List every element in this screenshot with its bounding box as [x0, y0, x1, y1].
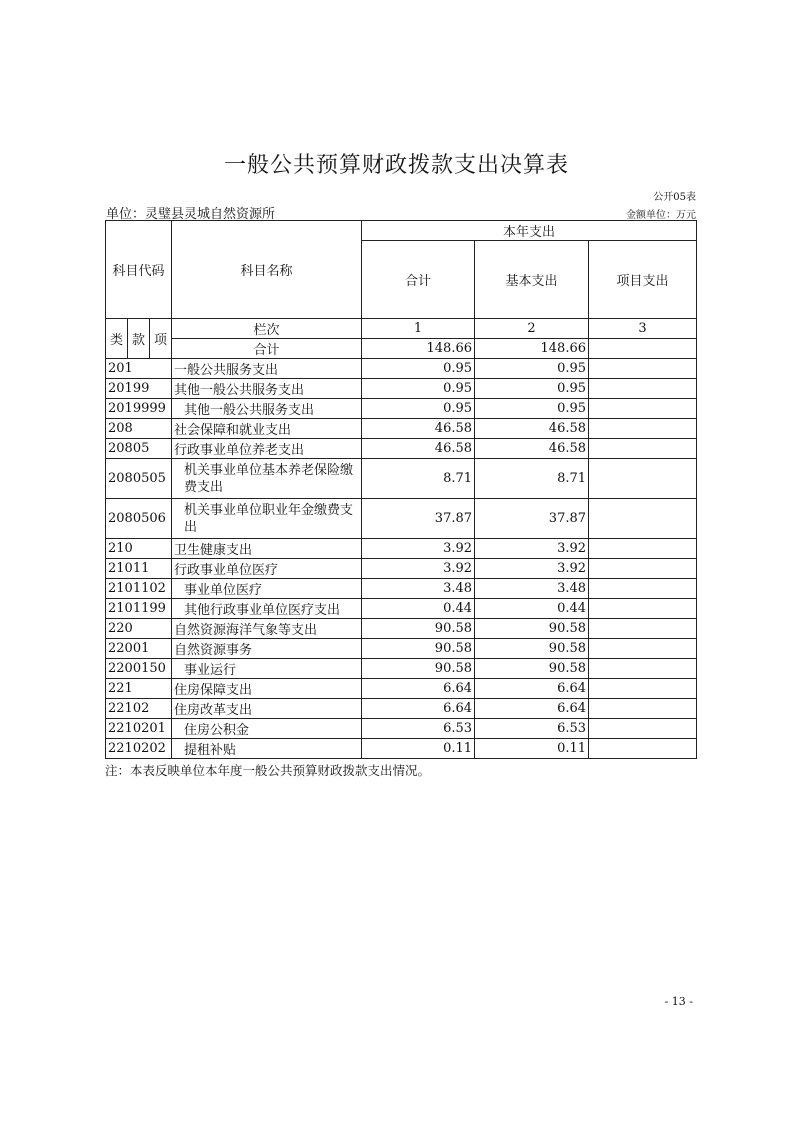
- col1-number: 1: [362, 319, 475, 339]
- row-project: [589, 679, 697, 699]
- table-row: [106, 419, 697, 439]
- row-code: 22102: [106, 699, 172, 719]
- row-basic: 3.92: [475, 559, 589, 579]
- row-name: 社会保障和就业支出: [172, 419, 362, 439]
- row-basic: 3.92: [475, 539, 589, 559]
- summary-row: [106, 339, 697, 359]
- project-header: 项目支出: [589, 241, 697, 319]
- column-order-label: 栏次: [172, 319, 362, 339]
- row-name: 住房保障支出: [172, 679, 362, 699]
- row-total: 37.87: [362, 499, 475, 539]
- row-code: 221: [106, 679, 172, 699]
- basic-header: 基本支出: [475, 241, 589, 319]
- row-code: 210: [106, 539, 172, 559]
- table-row: [106, 639, 697, 659]
- table-row: [106, 659, 697, 679]
- row-name: 事业单位医疗: [172, 579, 362, 599]
- row-name: 事业运行: [172, 659, 362, 679]
- row-basic: 0.44: [475, 599, 589, 619]
- row-name: 卫生健康支出: [172, 539, 362, 559]
- row-project: [589, 579, 697, 599]
- row-total: 0.44: [362, 599, 475, 619]
- row-basic: 0.95: [475, 399, 589, 419]
- row-total: 46.58: [362, 419, 475, 439]
- current-year-header: 本年支出: [362, 221, 697, 241]
- row-project: [589, 619, 697, 639]
- row-total: 6.53: [362, 719, 475, 739]
- table-code: 公开05表: [653, 192, 696, 203]
- row-total: 90.58: [362, 659, 475, 679]
- row-code: 2080506: [106, 499, 172, 539]
- row-project: [589, 459, 697, 499]
- row-code: 220: [106, 619, 172, 639]
- row-name: 机关事业单位基本养老保险缴费支出: [172, 459, 362, 499]
- summary-basic: 148.66: [475, 339, 589, 359]
- row-project: [589, 359, 697, 379]
- row-total: 0.95: [362, 399, 475, 419]
- row-code: 2019999: [106, 399, 172, 419]
- row-basic: 90.58: [475, 619, 589, 639]
- row-code: 201: [106, 359, 172, 379]
- row-basic: 46.58: [475, 439, 589, 459]
- table-row: [106, 359, 697, 379]
- row-name: 机关事业单位职业年金缴费支出: [172, 499, 362, 539]
- row-basic: 0.11: [475, 739, 589, 759]
- amount-unit: 金额单位：万元: [626, 210, 696, 221]
- table-row: [106, 499, 697, 539]
- row-project: [589, 499, 697, 539]
- row-code: 22001: [106, 639, 172, 659]
- subject-name-header: 科目名称: [172, 221, 362, 319]
- row-code: 20805: [106, 439, 172, 459]
- unit-label: 单位：灵璧县灵城自然资源所: [106, 207, 276, 222]
- table-row: [106, 599, 697, 619]
- summary-project: [589, 339, 697, 359]
- row-total: 0.95: [362, 379, 475, 399]
- row-total: 3.92: [362, 559, 475, 579]
- row-code: 208: [106, 419, 172, 439]
- row-project: [589, 539, 697, 559]
- table-row: [106, 739, 697, 759]
- row-total: 6.64: [362, 699, 475, 719]
- row-basic: 0.95: [475, 379, 589, 399]
- kuan-header: 款: [128, 319, 150, 359]
- row-code: 2210201: [106, 719, 172, 739]
- row-code: 21011: [106, 559, 172, 579]
- col2-number: 2: [475, 319, 589, 339]
- table-row: [106, 459, 697, 499]
- xiang-header: 项: [150, 319, 172, 359]
- row-basic: 6.64: [475, 699, 589, 719]
- row-total: 3.48: [362, 579, 475, 599]
- row-name: 行政事业单位养老支出: [172, 439, 362, 459]
- row-name: 自然资源海洋气象等支出: [172, 619, 362, 639]
- row-basic: 6.53: [475, 719, 589, 739]
- table-row: [106, 539, 697, 559]
- table-row: [106, 379, 697, 399]
- row-name: 其他一般公共服务支出: [172, 399, 362, 419]
- row-basic: 6.64: [475, 679, 589, 699]
- row-name: 其他一般公共服务支出: [172, 379, 362, 399]
- row-basic: 8.71: [475, 459, 589, 499]
- page-title: 一般公共预算财政拨款支出决算表: [223, 153, 569, 178]
- row-name: 行政事业单位医疗: [172, 559, 362, 579]
- row-code: 2080505: [106, 459, 172, 499]
- row-project: [589, 659, 697, 679]
- table-row: [106, 679, 697, 699]
- row-basic: 0.95: [475, 359, 589, 379]
- footnote: 注：本表反映单位本年度一般公共预算财政拨款支出情况。: [105, 763, 431, 778]
- table-row: [106, 619, 697, 639]
- table-row: [106, 719, 697, 739]
- row-code: 20199: [106, 379, 172, 399]
- table-row: [106, 559, 697, 579]
- row-total: 8.71: [362, 459, 475, 499]
- row-project: [589, 379, 697, 399]
- row-code: 2200150: [106, 659, 172, 679]
- expenditure-table: [105, 220, 697, 759]
- row-code: 2101102: [106, 579, 172, 599]
- row-project: [589, 739, 697, 759]
- row-name: 住房公积金: [172, 719, 362, 739]
- lei-header: 类: [106, 319, 128, 359]
- table-row: [106, 579, 697, 599]
- row-project: [589, 399, 697, 419]
- row-basic: 90.58: [475, 639, 589, 659]
- row-total: 3.92: [362, 539, 475, 559]
- summary-label: 合计: [172, 339, 362, 359]
- row-project: [589, 439, 697, 459]
- row-total: 90.58: [362, 639, 475, 659]
- col3-number: 3: [589, 319, 697, 339]
- row-name: 自然资源事务: [172, 639, 362, 659]
- subject-code-header: 科目代码: [106, 221, 172, 319]
- row-basic: 3.48: [475, 579, 589, 599]
- row-project: [589, 599, 697, 619]
- row-name: 提租补贴: [172, 739, 362, 759]
- table-row: [106, 439, 697, 459]
- row-basic: 46.58: [475, 419, 589, 439]
- table-row: [106, 399, 697, 419]
- row-total: 0.11: [362, 739, 475, 759]
- row-total: 90.58: [362, 619, 475, 639]
- row-basic: 37.87: [475, 499, 589, 539]
- row-total: 6.64: [362, 679, 475, 699]
- row-project: [589, 559, 697, 579]
- row-basic: 90.58: [475, 659, 589, 679]
- table-row: [106, 699, 697, 719]
- row-project: [589, 639, 697, 659]
- summary-total: 148.66: [362, 339, 475, 359]
- total-header: 合计: [362, 241, 475, 319]
- row-name: 住房改革支出: [172, 699, 362, 719]
- row-project: [589, 719, 697, 739]
- row-code: 2210202: [106, 739, 172, 759]
- page-number: - 13 -: [664, 995, 693, 1008]
- row-project: [589, 699, 697, 719]
- row-name: 一般公共服务支出: [172, 359, 362, 379]
- row-total: 46.58: [362, 439, 475, 459]
- row-code: 2101199: [106, 599, 172, 619]
- row-total: 0.95: [362, 359, 475, 379]
- row-name: 其他行政事业单位医疗支出: [172, 599, 362, 619]
- row-project: [589, 419, 697, 439]
